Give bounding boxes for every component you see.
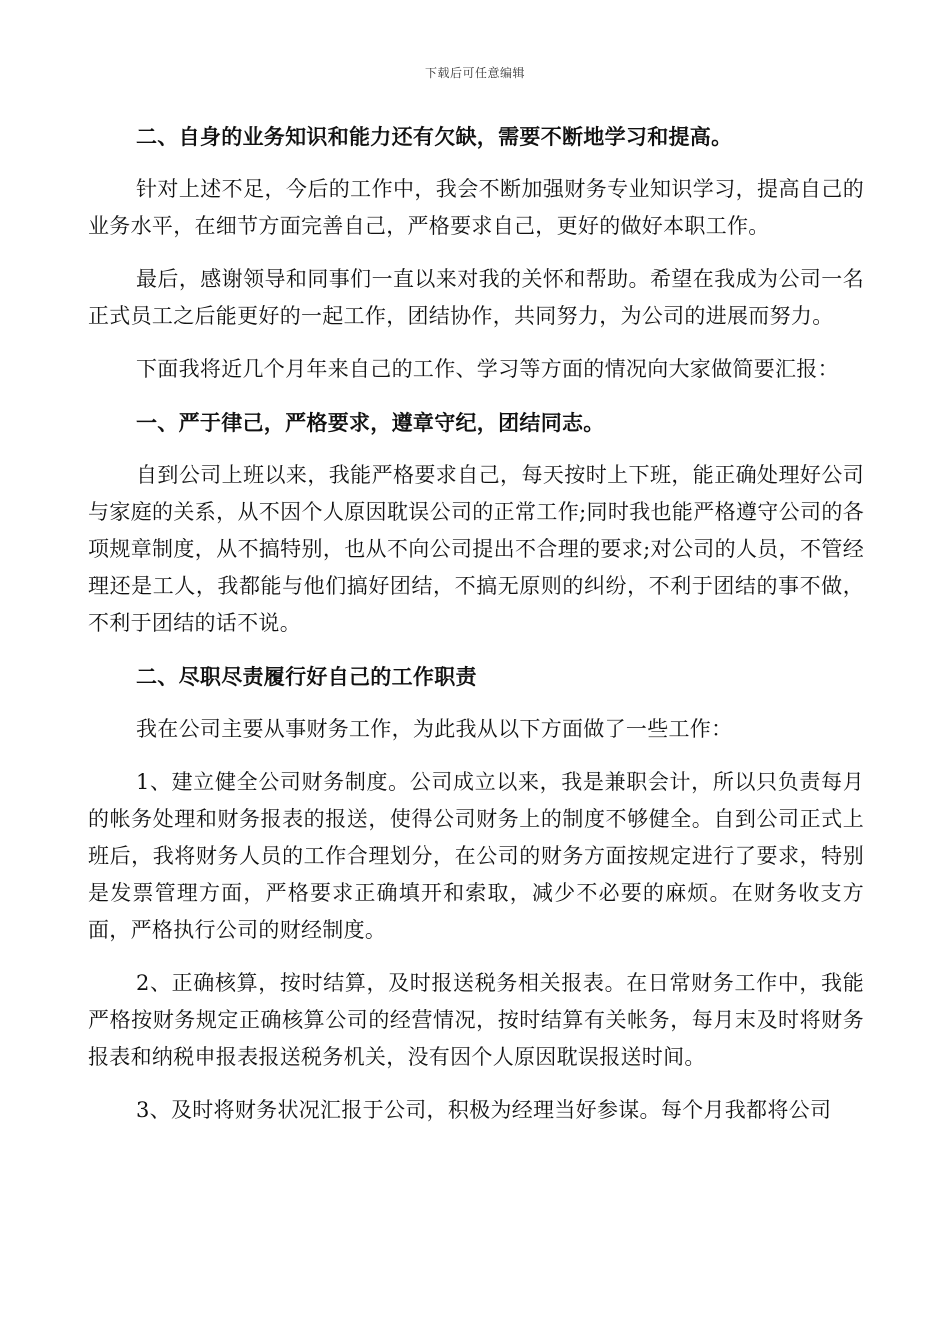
paragraph-thanks: 最后，感谢领导和同事们一直以来对我的关怀和帮助。希望在我成为公司一名正式员工之后能更好的一起工作，团结协作，共同努力，为公司的进展而努力。 — [88, 267, 864, 328]
paragraph-item-1: 1、建立健全公司财务制度。公司成立以来，我是兼职会计，所以只负责每月的帐务处理和财务报表的报送，使得公司财务上的制度不够健全。自到公司正式上班后，我将财务人员的工作合理划分，在公司的财务方面按规定进行了要求，特别是发票管理方面，严格要求正确填开和索取，减少不必要的麻烦。在财务收支方面，严格执行公司的财经制度。 — [88, 770, 864, 942]
paragraph-discipline: 自到公司上班以来，我能严格要求自己，每天按时上下班，能正确处理好公司与家庭的关系，从不因个人原因耽误公司的正常工作;同时我也能严格遵守公司的各项规章制度，从不搞特别，也从不向公司提出不合理的要求;对公司的人员，不管经理还是工人，我都能与他们搞好团结，不搞无原则的纠纷，不利于团结的事不做，不利于团结的话不说。 — [88, 463, 864, 635]
paragraph-item-2: 2、正确核算，按时结算，及时报送税务相关报表。在日常财务工作中，我能严格按财务规定正确核算公司的经营情况，按时结算有关帐务，每月末及时将财务报表和纳税申报表报送税务机关，没有因个人原因耽误报送时间。 — [88, 971, 864, 1069]
section-heading-2-duties: 二、尽职尽责履行好自己的工作职责 — [136, 664, 477, 689]
page-header: 下载后可任意编辑 — [424, 66, 525, 80]
paragraph-item-3: 3、及时将财务状况汇报于公司，积极为经理当好参谋。每个月我都将公司 — [136, 1098, 832, 1122]
paragraph-report-intro: 下面我将近几个月年来自己的工作、学习等方面的情况向大家做简要汇报： — [136, 357, 839, 381]
paragraph-improvement: 针对上述不足，今后的工作中，我会不断加强财务专业知识学习，提高自己的业务水平，在细节方面完善自己，严格要求自己，更好的做好本职工作。 — [88, 177, 864, 238]
document-body — [88, 118, 864, 1129]
section-heading-2-knowledge: 二、自身的业务知识和能力还有欠缺，需要不断地学习和提高。 — [136, 124, 733, 149]
paragraph-duties-intro: 我在公司主要从事财务工作，为此我从以下方面做了一些工作： — [136, 717, 733, 741]
section-heading-1-discipline: 一、严于律己，严格要求，遵章守纪，团结同志。 — [136, 410, 605, 435]
